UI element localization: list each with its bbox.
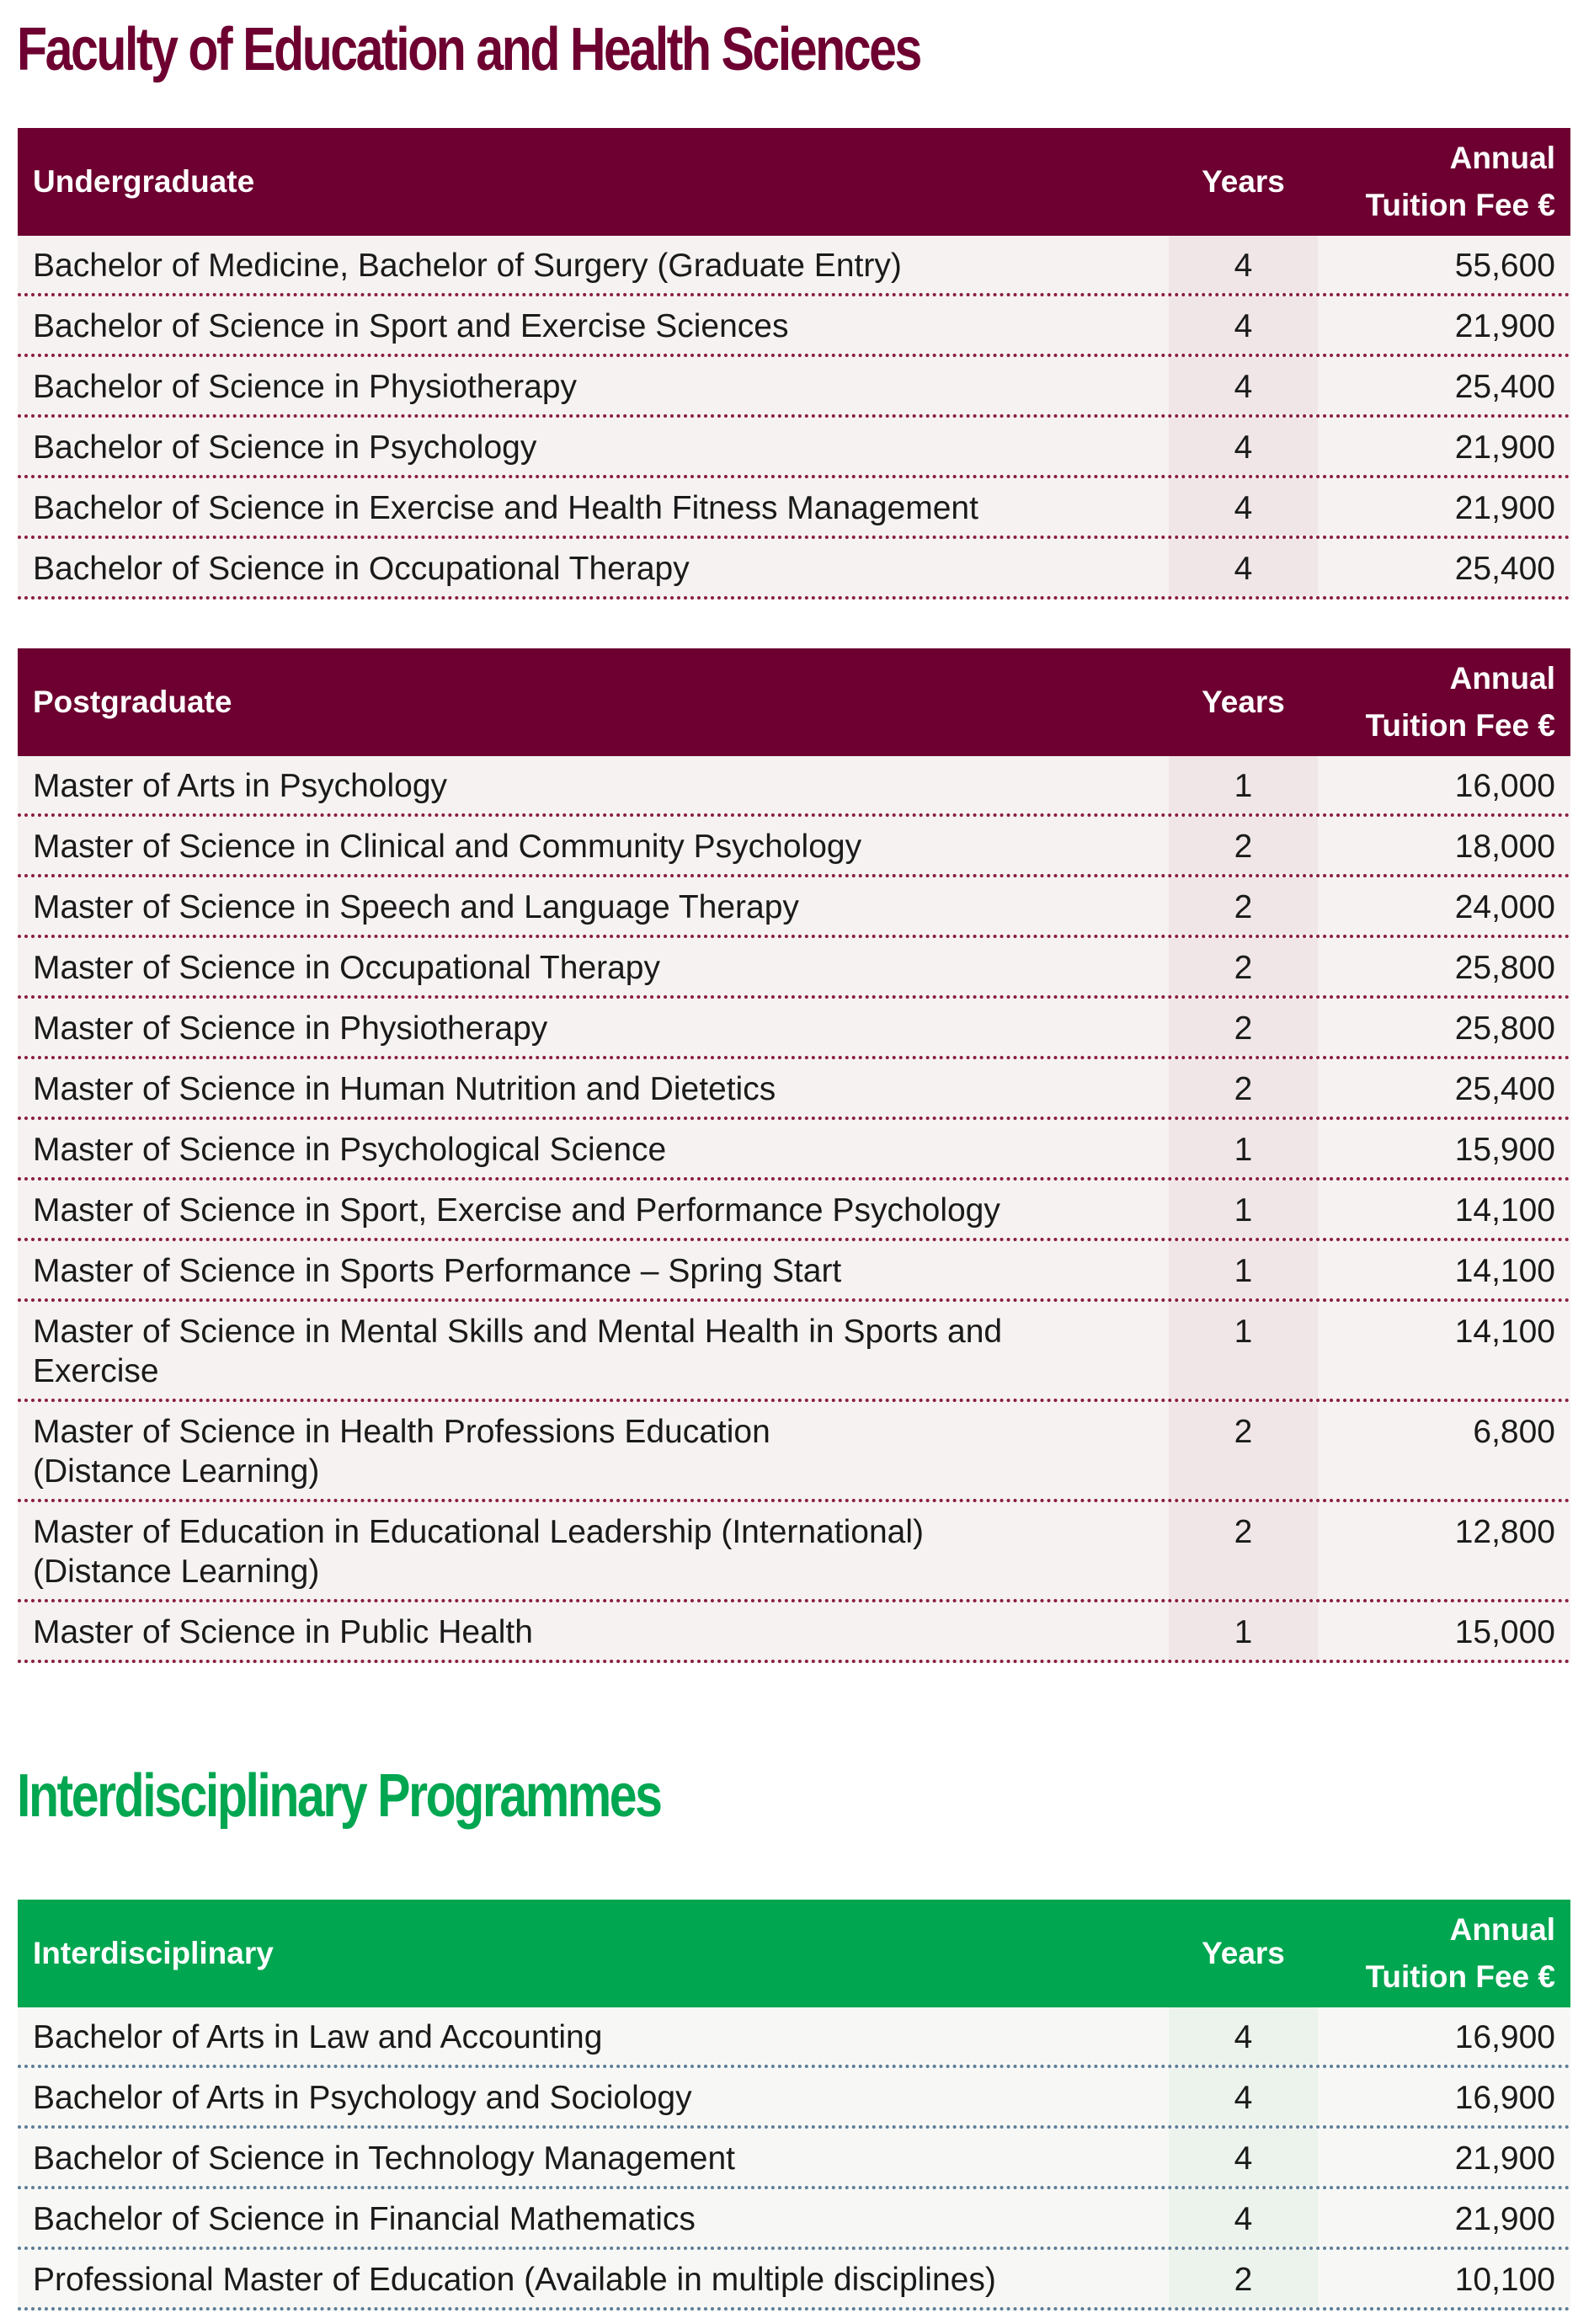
program-years: 4 — [1169, 357, 1318, 414]
program-name: Master of Arts in Psychology — [33, 768, 448, 804]
program-name: Master of Science in Occupational Therapy — [33, 950, 660, 986]
program-fee: 24,000 — [1454, 889, 1555, 925]
program-years: 2 — [1169, 877, 1318, 935]
table-row — [18, 296, 1570, 357]
table-row — [18, 2007, 1570, 2068]
header-fee-line2: Tuition Fee € — [1365, 188, 1555, 222]
header-years: Years — [1202, 1936, 1285, 1970]
program-fee: 14,100 — [1454, 1192, 1555, 1229]
interdisciplinary-title: Interdisciplinary Programmes — [17, 1762, 661, 1830]
header-fee-line2: Tuition Fee € — [1365, 708, 1555, 743]
program-years: 1 — [1169, 1241, 1318, 1298]
program-name — [18, 1402, 1169, 1499]
header-fee-line1: Annual — [1449, 1912, 1555, 1947]
table-row — [18, 756, 1570, 817]
table-header — [18, 648, 1570, 756]
header-program: Postgraduate — [33, 685, 232, 719]
program-years: 2 — [1169, 1059, 1318, 1117]
program-name-line1: Master of Education in Educational Leadership (International) — [33, 1514, 924, 1550]
program-name: Bachelor of Science in Technology Management — [33, 2140, 735, 2177]
table-row — [18, 1241, 1570, 1302]
program-fee: 6,800 — [1473, 1414, 1555, 1450]
program-name: Master of Science in Public Health — [33, 1614, 533, 1650]
program-name: Master of Science in Human Nutrition and Dietetics — [33, 1071, 776, 1107]
program-name: Bachelor of Science in Occupational Therapy — [33, 551, 690, 587]
program-years: 1 — [1169, 1602, 1318, 1660]
program-name — [18, 1302, 1169, 1399]
program-name: Master of Science in Sports Performance – Spring Start — [33, 1253, 842, 1289]
table-row — [18, 1602, 1570, 1663]
program-years: 2 — [1169, 938, 1318, 995]
program-years: 4 — [1169, 2007, 1318, 2065]
program-years: 1 — [1169, 1302, 1318, 1399]
program-name: Master of Science in Sport, Exercise and Performance Psychology — [33, 1192, 1000, 1229]
program-years: 1 — [1169, 756, 1318, 813]
table-row — [18, 877, 1570, 938]
program-name-line2: (Distance Learning) — [33, 1453, 320, 1490]
program-years: 4 — [1169, 539, 1318, 596]
header-program: Undergraduate — [33, 164, 255, 199]
header-fee-line1: Annual — [1449, 141, 1555, 175]
program-name-line2: (Distance Learning) — [33, 1554, 320, 1590]
program-years: 4 — [1169, 2129, 1318, 2186]
program-fee: 12,800 — [1454, 1514, 1555, 1550]
program-name: Master of Science in Clinical and Community Psychology — [33, 829, 862, 865]
program-fee: 15,000 — [1454, 1614, 1555, 1650]
table-header — [18, 128, 1570, 236]
program-fee: 15,900 — [1454, 1132, 1555, 1168]
interdisciplinary-table — [18, 1900, 1570, 2311]
program-fee: 18,000 — [1454, 829, 1555, 865]
program-fee: 25,800 — [1454, 950, 1555, 986]
program-name: Bachelor of Arts in Law and Accounting — [33, 2019, 603, 2055]
program-fee: 21,900 — [1454, 490, 1555, 526]
table-row — [18, 1181, 1570, 1241]
program-fee: 14,100 — [1454, 1253, 1555, 1289]
program-name: Bachelor of Science in Sport and Exercise Sciences — [33, 308, 789, 344]
program-name: Bachelor of Science in Psychology — [33, 429, 537, 466]
program-fee: 25,800 — [1454, 1010, 1555, 1047]
table-row — [18, 938, 1570, 999]
table-row — [18, 539, 1570, 600]
program-fee: 25,400 — [1454, 1071, 1555, 1107]
program-years: 4 — [1169, 296, 1318, 354]
program-name: Bachelor of Medicine, Bachelor of Surgery (Graduate Entry) — [33, 248, 902, 284]
table-row — [18, 478, 1570, 539]
table-row — [18, 1302, 1570, 1402]
program-fee: 14,100 — [1454, 1314, 1555, 1350]
table-row — [18, 1502, 1570, 1602]
program-name: Master of Science in Physiotherapy — [33, 1010, 548, 1047]
program-name: Bachelor of Science in Physiotherapy — [33, 369, 578, 405]
program-fee: 25,400 — [1454, 369, 1555, 405]
table-row — [18, 357, 1570, 418]
program-name — [18, 1502, 1169, 1599]
program-years: 2 — [1169, 817, 1318, 874]
header-fee — [1318, 135, 1570, 229]
program-fee: 16,000 — [1454, 768, 1555, 804]
table-row — [18, 2129, 1570, 2189]
program-name: Master of Science in Psychological Science — [33, 1132, 667, 1168]
program-years: 4 — [1169, 478, 1318, 536]
program-name: Professional Master of Education (Available in multiple disciplines) — [33, 2262, 996, 2298]
table-header — [18, 1900, 1570, 2007]
program-years: 1 — [1169, 1181, 1318, 1238]
program-years: 1 — [1169, 1120, 1318, 1177]
program-years: 2 — [1169, 2250, 1318, 2307]
table-row — [18, 817, 1570, 877]
table-row — [18, 2068, 1570, 2129]
program-years: 4 — [1169, 418, 1318, 475]
program-fee: 10,100 — [1454, 2262, 1555, 2298]
header-fee — [1318, 655, 1570, 749]
program-years: 4 — [1169, 2189, 1318, 2247]
header-program: Interdisciplinary — [33, 1936, 274, 1970]
program-years: 2 — [1169, 999, 1318, 1056]
program-fee: 21,900 — [1454, 2201, 1555, 2237]
program-fee: 21,900 — [1454, 429, 1555, 466]
program-name: Bachelor of Science in Exercise and Health Fitness Management — [33, 490, 978, 526]
postgraduate-table — [18, 648, 1570, 1663]
table-row — [18, 999, 1570, 1059]
program-fee: 21,900 — [1454, 308, 1555, 344]
program-name: Bachelor of Science in Financial Mathematics — [33, 2201, 696, 2237]
program-name-line1: Master of Science in Health Professions Education — [33, 1414, 770, 1450]
header-fee — [1318, 1906, 1570, 2001]
faculty-title: Faculty of Education and Health Sciences — [17, 16, 920, 83]
program-fee: 16,900 — [1454, 2080, 1555, 2116]
program-name: Bachelor of Arts in Psychology and Sociology — [33, 2080, 692, 2116]
undergraduate-table — [18, 128, 1570, 600]
table-row — [18, 1059, 1570, 1120]
program-fee: 25,400 — [1454, 551, 1555, 587]
table-row — [18, 236, 1570, 296]
program-years: 2 — [1169, 1502, 1318, 1599]
program-fee: 55,600 — [1454, 248, 1555, 284]
table-row — [18, 2189, 1570, 2250]
header-years: Years — [1202, 685, 1285, 719]
header-fee-line2: Tuition Fee € — [1365, 1959, 1555, 1994]
program-name: Master of Science in Speech and Language Therapy — [33, 889, 799, 925]
program-years: 4 — [1169, 2068, 1318, 2125]
table-row — [18, 1120, 1570, 1181]
program-years: 2 — [1169, 1402, 1318, 1499]
table-row — [18, 418, 1570, 478]
program-name-line1: Master of Science in Mental Skills and Mental Health in Sports and — [33, 1314, 1003, 1350]
program-fee: 21,900 — [1454, 2140, 1555, 2177]
table-row — [18, 1402, 1570, 1502]
program-name-line2: Exercise — [33, 1353, 159, 1389]
header-fee-line1: Annual — [1449, 661, 1555, 696]
program-fee: 16,900 — [1454, 2019, 1555, 2055]
program-years: 4 — [1169, 236, 1318, 293]
header-years: Years — [1202, 164, 1285, 199]
table-row — [18, 2250, 1570, 2311]
